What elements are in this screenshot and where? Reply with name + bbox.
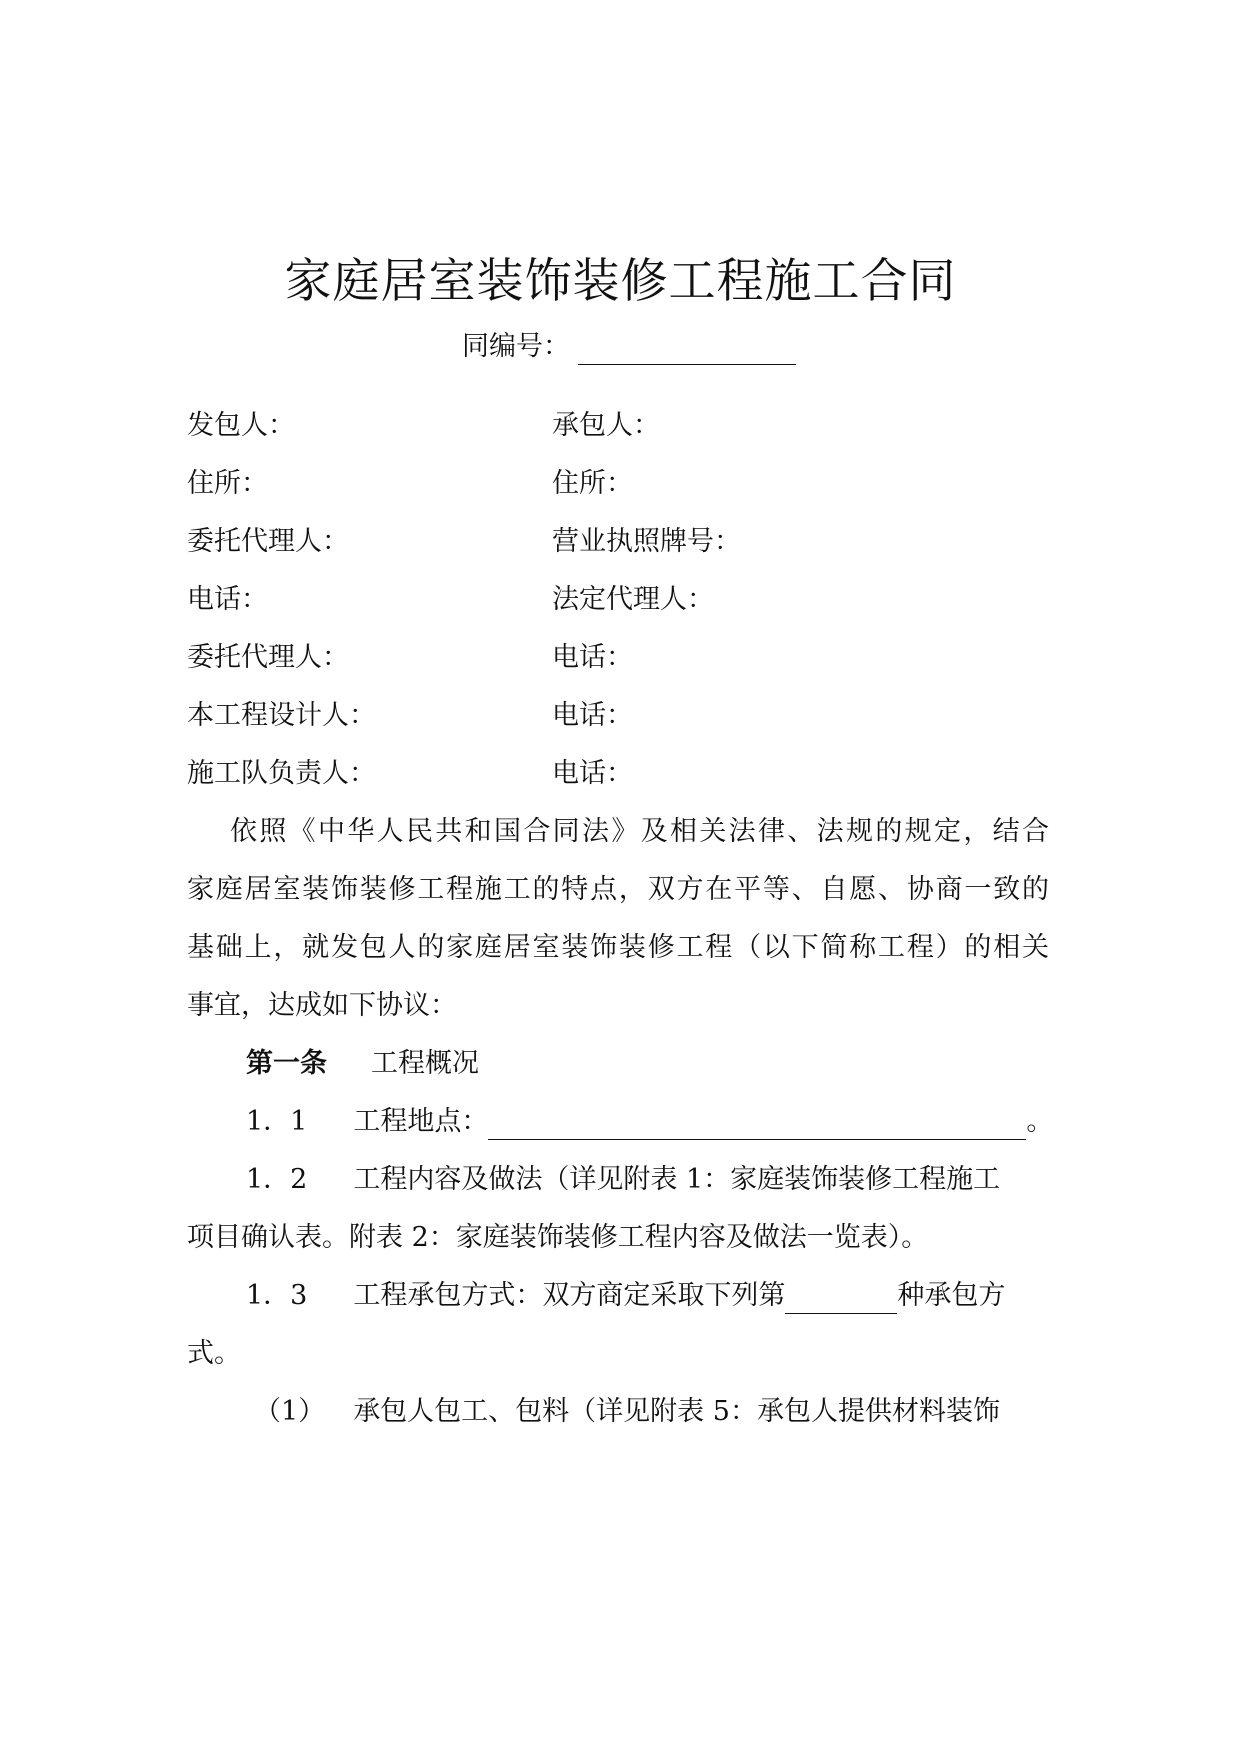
clause-text-after: 种承包方 [897,1280,1006,1311]
clause-1-2 [246,1162,1049,1198]
party-right-label: 法定代理人： [552,584,714,615]
clause-1-3 [246,1278,1005,1314]
party-left-label: 委托代理人： [187,526,349,557]
preamble-line: 家庭居室装饰装修工程施工的特点，双方在平等、自愿、协商一致的 [187,874,1049,905]
clause-number: 1．1 [246,1106,308,1137]
contract-number-label: 同编号： [462,331,570,362]
article-heading [246,1046,479,1082]
party-left-label: 本工程设计人： [187,700,376,731]
method-blank [785,1287,897,1314]
clause-1-1 [246,1104,1053,1140]
item-1 [254,1394,1000,1430]
clause-text: 工程内容及做法（详见附表 1：家庭装饰装修工程施工 [353,1164,1001,1195]
clause-text: 工程承包方式：双方商定采取下列第 [353,1280,786,1311]
preamble-line: 依照《中华人民共和国合同法》及相关法律、法规的规定，结合 [230,816,1049,847]
clause-number: 1．3 [246,1280,308,1311]
article-title: 工程概况 [371,1048,479,1079]
clause-1-2-continuation: 项目确认表。附表 2：家庭装饰装修工程内容及做法一览表）。 [187,1222,929,1253]
clause-end: 。 [1026,1106,1054,1137]
party-right-label: 住所： [552,468,633,499]
clause-number: 1．2 [246,1164,308,1195]
party-right-label: 电话： [552,758,633,789]
document-title: 家庭居室装饰装修工程施工合同 [284,254,957,309]
party-left-label: 委托代理人： [187,642,349,673]
item-text: 承包人包工、包料（详见附表 5：承包人提供材料装饰 [353,1396,1000,1427]
article-number: 第一条 [246,1048,327,1079]
clause-text: 工程地点： [353,1106,489,1137]
location-blank [488,1113,1026,1140]
party-left-label: 发包人： [187,410,295,441]
contract-number-blank [578,338,796,365]
party-left-label: 住所： [187,468,268,499]
party-right-label: 电话： [552,642,633,673]
party-right-label: 承包人： [552,410,660,441]
party-left-label: 电话： [187,584,268,615]
party-right-label: 营业执照牌号： [552,526,741,557]
party-right-label: 电话： [552,700,633,731]
preamble-line: 基础上，就发包人的家庭居室装饰装修工程（以下简称工程）的相关 [187,932,1049,963]
party-left-label: 施工队负责人： [187,758,376,789]
clause-1-3-continuation: 式。 [187,1338,241,1369]
contract-number-line [462,329,796,365]
item-number: （1） [254,1396,326,1427]
preamble-line: 事宜，达成如下协议： [187,990,457,1021]
